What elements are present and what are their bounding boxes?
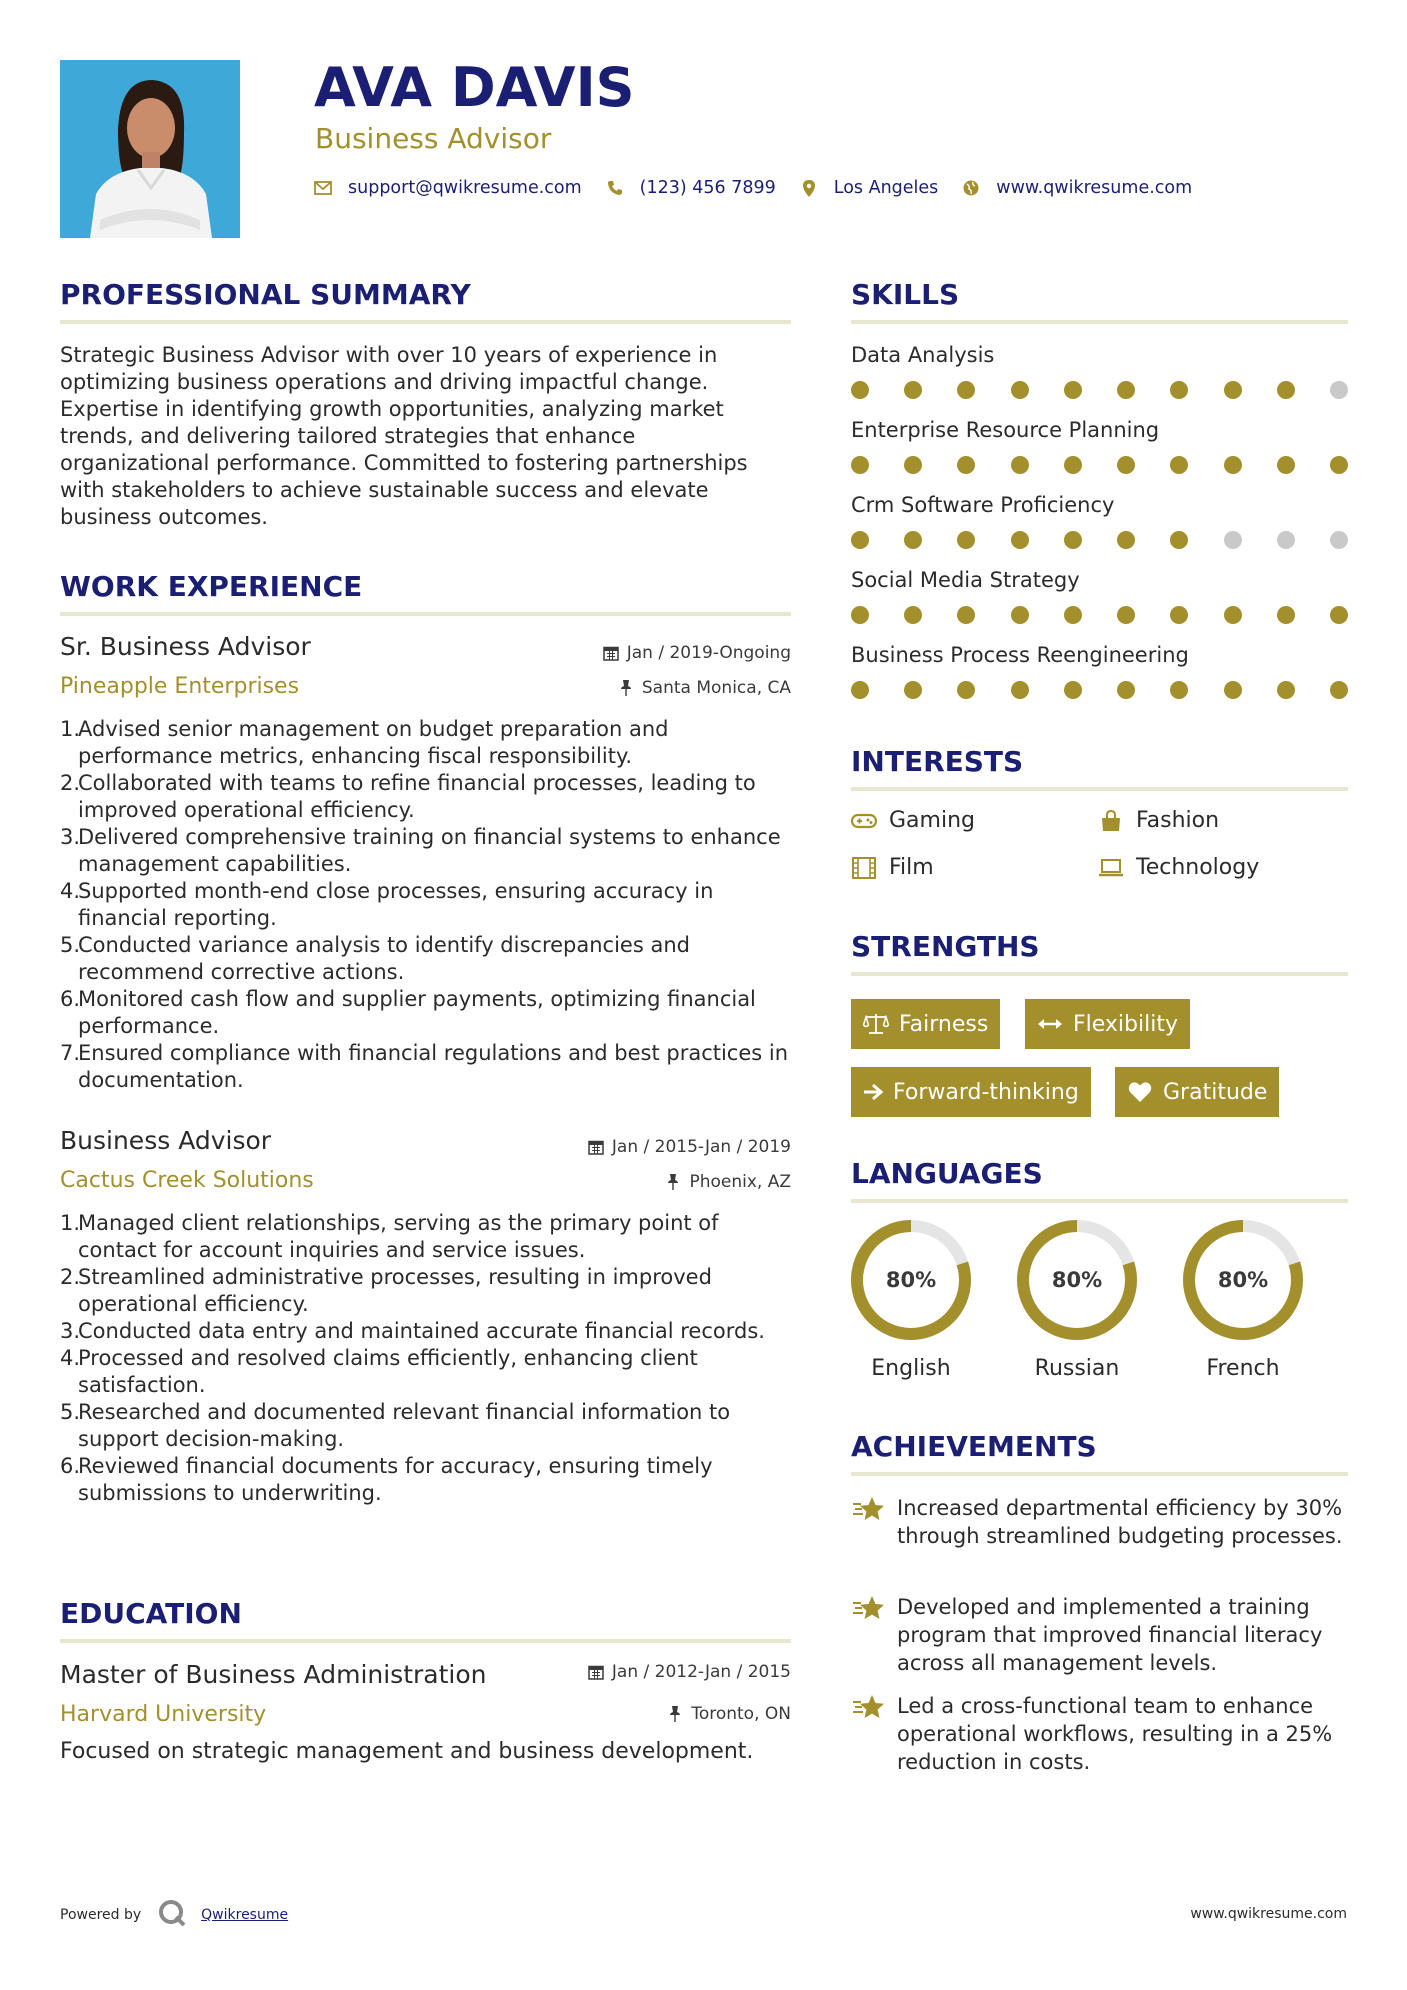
skill-dot-filled: [1064, 531, 1082, 549]
skill-dot-filled: [1064, 606, 1082, 624]
globe-icon: [962, 179, 980, 197]
summary-heading: PROFESSIONAL SUMMARY: [60, 278, 471, 311]
pin-icon: [665, 1174, 681, 1190]
arrow-right-icon: [863, 1081, 883, 1103]
skill-dot-filled: [1224, 681, 1242, 699]
list-item: 3. Delivered comprehensive training on financial systems to enhance management capabilities.: [60, 825, 781, 876]
languages-divider: [851, 1199, 1348, 1203]
skill-dot-filled: [1277, 681, 1295, 699]
skill-rating: [851, 456, 1348, 476]
contact-phone[interactable]: [606, 178, 776, 198]
balance-scale-icon: [863, 1013, 889, 1035]
calendar-icon: [588, 1139, 604, 1155]
skill-rating: [851, 531, 1348, 551]
skill-dot-filled: [851, 456, 869, 474]
skill-dot-filled: [1117, 456, 1135, 474]
list-item: 4. Processed and resolved claims efficiently, enhancing client satisfaction.: [60, 1346, 698, 1397]
skill-dot-filled: [1011, 381, 1029, 399]
strength-gratitude: [1115, 1067, 1279, 1117]
summary-divider: [60, 320, 791, 324]
degree-title: Master of Business Administration: [60, 1660, 487, 1689]
list-item: 1. Managed client relationships, serving as the primary point of contact for account inquiries and service issues.: [60, 1211, 719, 1262]
contact-bar: [314, 178, 1216, 198]
achievement-text: Led a cross-functional team to enhance operational workflows, resulting in a 25% reduction in costs.: [897, 1694, 1333, 1774]
language-percent: 80%: [1217, 1268, 1269, 1292]
skill-dot-filled: [1330, 456, 1348, 474]
language-name: French: [1206, 1356, 1280, 1381]
list-item: 7. Ensured compliance with financial regulations and best practices in documentation.: [60, 1041, 789, 1092]
achievement-item: [851, 1593, 1351, 1677]
profile-photo: [60, 60, 240, 238]
candidate-name: AVA DAVIS: [314, 56, 635, 119]
envelope-icon: [314, 179, 332, 197]
skill-dot-filled: [851, 606, 869, 624]
interest-label: Technology: [1136, 855, 1260, 880]
brand-link[interactable]: Qwikresume: [201, 1907, 289, 1923]
list-item: 6. Monitored cash flow and supplier payments, optimizing financial performance.: [60, 987, 756, 1038]
contact-location: [800, 178, 939, 198]
phone-text: (123) 456 7899: [639, 178, 776, 198]
language-percent: 80%: [885, 1268, 937, 1292]
interest-technology: [1098, 855, 1259, 880]
star-icon: [851, 1692, 887, 1722]
skill-name: Business Process Reengineering: [851, 643, 1189, 667]
work-heading: WORK EXPERIENCE: [60, 570, 363, 603]
strength-forward-thinking: [851, 1067, 1091, 1117]
film-icon: [851, 857, 877, 879]
strengths-divider: [851, 972, 1348, 976]
skill-dot-filled: [1117, 681, 1135, 699]
list-item: 5. Conducted variance analysis to identify discrepancies and recommend corrective actions.: [60, 933, 690, 984]
email-text: support@qwikresume.com: [348, 178, 582, 198]
education-divider: [60, 1639, 791, 1643]
skill-dot-filled: [1011, 531, 1029, 549]
list-item: 4. Supported month-end close processes, ensuring accuracy in financial reporting.: [60, 879, 714, 930]
education-description: Focused on strategic management and business development.: [60, 1739, 754, 1764]
star-icon: [851, 1593, 887, 1623]
skill-dot-filled: [1064, 681, 1082, 699]
skill-dot-filled: [904, 606, 922, 624]
footer-powered-by: [60, 1898, 288, 1932]
pin-icon: [618, 680, 634, 696]
calendar-icon: [588, 1664, 604, 1680]
skill-dot-filled: [1330, 681, 1348, 699]
job-date-text: Jan / 2019-Ongoing: [626, 643, 791, 663]
skill-name: Enterprise Resource Planning: [851, 418, 1160, 442]
skill-dot-filled: [1224, 456, 1242, 474]
skill-dot-filled: [1170, 681, 1188, 699]
powered-by-text: Powered by: [60, 1907, 142, 1923]
achievement-item: [851, 1692, 1351, 1776]
skill-dot-filled: [1224, 606, 1242, 624]
education-heading: EDUCATION: [60, 1597, 242, 1630]
star-icon: [851, 1494, 887, 1524]
location-text: Los Angeles: [833, 178, 939, 198]
languages-heading: LANGUAGES: [851, 1157, 1043, 1190]
phone-icon: [606, 179, 624, 197]
map-pin-icon: [800, 179, 818, 197]
heart-icon: [1127, 1081, 1153, 1103]
skill-dot-filled: [1117, 606, 1135, 624]
job-company: Pineapple Enterprises: [60, 674, 300, 699]
interest-label: Film: [889, 855, 934, 880]
laptop-icon: [1098, 857, 1124, 879]
job-date-text: Jan / 2015-Jan / 2019: [611, 1137, 791, 1157]
language-russian: [1015, 1218, 1139, 1381]
job-duties-list: [60, 1210, 791, 1507]
skill-dot-filled: [1224, 381, 1242, 399]
arrows-horizontal-icon: [1037, 1013, 1063, 1035]
interest-fashion: [1098, 808, 1219, 833]
skill-dot-filled: [1170, 381, 1188, 399]
strength-label: Fairness: [899, 1011, 989, 1037]
skill-dot-filled: [1117, 531, 1135, 549]
job-title: Sr. Business Advisor: [60, 632, 311, 661]
achievement-text: Increased departmental efficiency by 30% through streamlined budgeting processes.: [897, 1496, 1343, 1548]
education-date-text: Jan / 2012-Jan / 2015: [611, 1662, 791, 1682]
achievements-heading: ACHIEVEMENTS: [851, 1430, 1097, 1463]
education-place-text: Toronto, ON: [691, 1704, 791, 1724]
skill-dot-filled: [904, 381, 922, 399]
skill-rating: [851, 381, 1348, 401]
job-date: [460, 1137, 791, 1157]
skill-dot-filled: [1064, 381, 1082, 399]
skill-dot-filled: [851, 531, 869, 549]
list-item: 6. Reviewed financial documents for accuracy, ensuring timely submissions to underwriting.: [60, 1454, 713, 1505]
skill-name: Data Analysis: [851, 343, 995, 367]
school-name: Harvard University: [60, 1702, 267, 1727]
education-date: [460, 1662, 791, 1682]
work-divider: [60, 612, 791, 616]
job-place: [460, 1172, 791, 1192]
list-item: 2. Collaborated with teams to refine financial processes, leading to improved operational efficiency.: [60, 771, 756, 822]
skill-rating: [851, 606, 1348, 626]
list-item: 2. Streamlined administrative processes, resulting in improved operational efficiency.: [60, 1265, 712, 1316]
skill-rating: [851, 681, 1348, 701]
language-name: Russian: [1034, 1356, 1120, 1381]
skill-dot-filled: [1170, 531, 1188, 549]
calendar-icon: [603, 645, 619, 661]
skill-dot-filled: [957, 681, 975, 699]
interests-heading: INTERESTS: [851, 745, 1024, 778]
website-text: www.qwikresume.com: [996, 178, 1193, 198]
language-percent: 80%: [1051, 1268, 1103, 1292]
skill-dot-filled: [1064, 456, 1082, 474]
skills-divider: [851, 320, 1348, 324]
strength-label: Flexibility: [1073, 1011, 1178, 1037]
footer-url[interactable]: www.qwikresume.com: [1190, 1906, 1347, 1922]
interest-film: [851, 855, 934, 880]
job-place: [460, 678, 791, 698]
contact-website[interactable]: [962, 178, 1192, 198]
skill-dot-filled: [1277, 606, 1295, 624]
skill-dot-filled: [957, 381, 975, 399]
skill-dot-filled: [904, 456, 922, 474]
skill-dot-filled: [1011, 456, 1029, 474]
skill-dot-filled: [851, 681, 869, 699]
list-item: 5. Researched and documented relevant financial information to support decision-making.: [60, 1400, 731, 1451]
job-duties-list: [60, 716, 791, 1094]
skill-dot-filled: [1170, 606, 1188, 624]
interest-label: Fashion: [1136, 808, 1220, 833]
list-item: 3. Conducted data entry and maintained accurate financial records.: [60, 1319, 765, 1343]
strengths-heading: STRENGTHS: [851, 930, 1040, 963]
skill-dot-filled: [1011, 681, 1029, 699]
skill-dot-filled: [1170, 456, 1188, 474]
skill-dot-filled: [957, 456, 975, 474]
skill-dot-empty: [1330, 531, 1348, 549]
job-place-text: Santa Monica, CA: [641, 678, 791, 698]
skill-dot-filled: [904, 681, 922, 699]
skills-heading: SKILLS: [851, 278, 960, 311]
skill-dot-filled: [1277, 381, 1295, 399]
skill-dot-empty: [1224, 531, 1242, 549]
interest-gaming: [851, 808, 975, 833]
job-date: [460, 643, 791, 663]
strength-fairness: [851, 999, 1000, 1049]
contact-email[interactable]: [314, 178, 582, 198]
list-item: 1. Advised senior management on budget preparation and performance metrics, enhancing fiscal responsibility.: [60, 717, 669, 768]
interest-label: Gaming: [889, 808, 975, 833]
skill-name: Social Media Strategy: [851, 568, 1080, 592]
skill-dot-filled: [1117, 381, 1135, 399]
skill-dot-empty: [1330, 381, 1348, 399]
strength-label: Gratitude: [1163, 1079, 1268, 1105]
summary-text: Strategic Business Advisor with over 10 years of experience in optimizing business operations and driving impactful change. Expertise in identifying growth opportunities, analyzing market trends, and delivering tailored strategies that enhance organizational performance. Committed to fostering partnerships with stakeholders to achieve sustainable success and elevate business outcomes.: [60, 343, 748, 529]
language-english: [849, 1218, 973, 1381]
job-title: Business Advisor: [60, 1126, 272, 1155]
job-place-text: Phoenix, AZ: [689, 1172, 791, 1192]
interests-divider: [851, 787, 1348, 791]
skill-dot-filled: [1277, 456, 1295, 474]
pin-icon: [667, 1706, 683, 1722]
shopping-bag-icon: [1098, 810, 1124, 832]
candidate-title: Business Advisor: [315, 122, 552, 155]
language-french: [1181, 1218, 1305, 1381]
skill-dot-filled: [904, 531, 922, 549]
skill-dot-filled: [957, 531, 975, 549]
language-name: English: [871, 1356, 951, 1381]
strength-label: Forward-thinking: [893, 1079, 1079, 1105]
qwikresume-logo-icon: [157, 1898, 187, 1932]
skill-name: Crm Software Proficiency: [851, 493, 1115, 517]
strength-flexibility: [1025, 999, 1190, 1049]
gamepad-icon: [851, 810, 877, 832]
skill-dot-filled: [1011, 606, 1029, 624]
skill-dot-empty: [1277, 531, 1295, 549]
achievement-text: Developed and implemented a training program that improved financial literacy across all management levels.: [897, 1595, 1323, 1675]
skill-dot-filled: [1330, 606, 1348, 624]
achievement-item: [851, 1494, 1351, 1550]
job-company: Cactus Creek Solutions: [60, 1168, 314, 1193]
education-place: [460, 1704, 791, 1724]
skill-dot-filled: [851, 381, 869, 399]
achievements-divider: [851, 1472, 1348, 1476]
skill-dot-filled: [957, 606, 975, 624]
